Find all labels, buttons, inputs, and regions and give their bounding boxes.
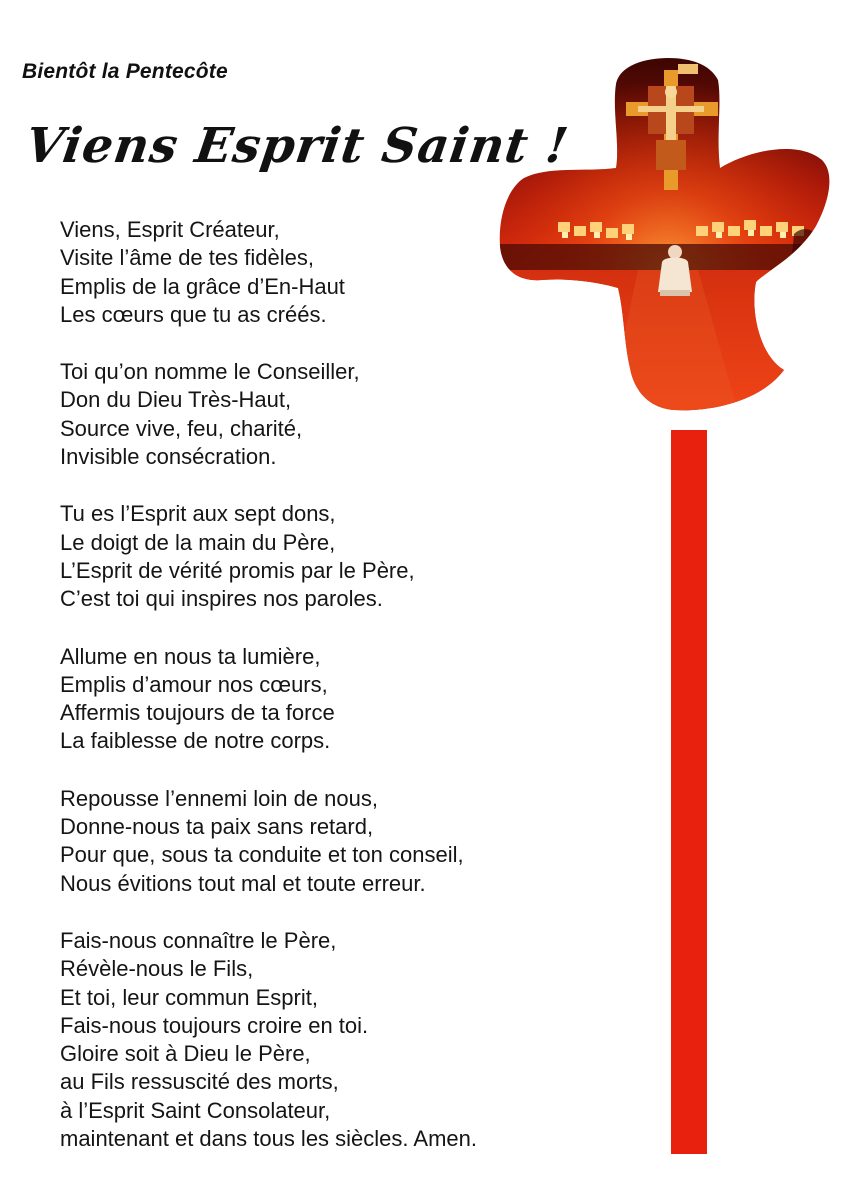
poem-line: Allume en nous ta lumière,	[60, 643, 321, 669]
poem-stanza	[60, 500, 620, 613]
poem-line: Nous évitions tout mal et toute erreur.	[60, 870, 426, 896]
poem-line: Emplis de la grâce d’En-Haut	[60, 273, 345, 299]
dove-cross-icon	[498, 56, 838, 412]
poem-line: Viens, Esprit Créateur,	[60, 217, 280, 242]
poem-line: C’est toi qui inspires nos paroles.	[60, 586, 383, 612]
poem-line: Source vive, feu, charité,	[60, 415, 303, 441]
poem-line: Le doigt de la main du Père,	[60, 529, 336, 555]
poem-line: à l’Esprit Saint Consolateur,	[60, 1097, 331, 1123]
poem-line: Affermis toujours de ta force	[60, 700, 335, 726]
poem-line: L’Esprit de vérité promis par le Père,	[60, 557, 415, 583]
poem-line: La faiblesse de notre corps.	[60, 728, 331, 754]
poem-line: Fais-nous toujours croire en toi.	[60, 1012, 369, 1038]
poem-line: Fais-nous connaître le Père,	[60, 927, 337, 953]
poem-line: Gloire soit à Dieu le Père,	[60, 1041, 311, 1067]
poem-stanza	[60, 927, 620, 1153]
page-title: Viens Esprit Saint !	[22, 118, 573, 174]
poem-line: Don du Dieu Très-Haut,	[60, 387, 292, 413]
poem-line: Pour que, sous ta conduite et ton conseil,	[60, 842, 464, 868]
red-vertical-bar	[671, 430, 707, 1154]
poem-line: maintenant et dans tous les siècles. Amen.	[60, 1126, 478, 1152]
poem-line: Donne-nous ta paix sans retard,	[60, 814, 374, 840]
kicker-heading: Bientôt la Pentecôte	[22, 60, 228, 83]
poem-line: Visite l’âme de tes fidèles,	[60, 245, 314, 271]
poem-line: Et toi, leur commun Esprit,	[60, 984, 318, 1010]
poem-line: Toi qu’on nomme le Conseiller,	[60, 359, 360, 385]
poem-line: au Fils ressuscité des morts,	[60, 1069, 339, 1095]
poem-stanza	[60, 643, 620, 756]
poem-line: Repousse l’ennemi loin de nous,	[60, 785, 378, 811]
poem-line: Invisible consécration.	[60, 444, 277, 470]
poem-line: Révèle-nous le Fils,	[60, 956, 254, 982]
poem-line: Les cœurs que tu as créés.	[60, 301, 327, 327]
poem-line: Tu es l’Esprit aux sept dons,	[60, 501, 336, 527]
poem-stanza	[60, 785, 620, 898]
poem-line: Emplis d’amour nos cœurs,	[60, 671, 328, 697]
